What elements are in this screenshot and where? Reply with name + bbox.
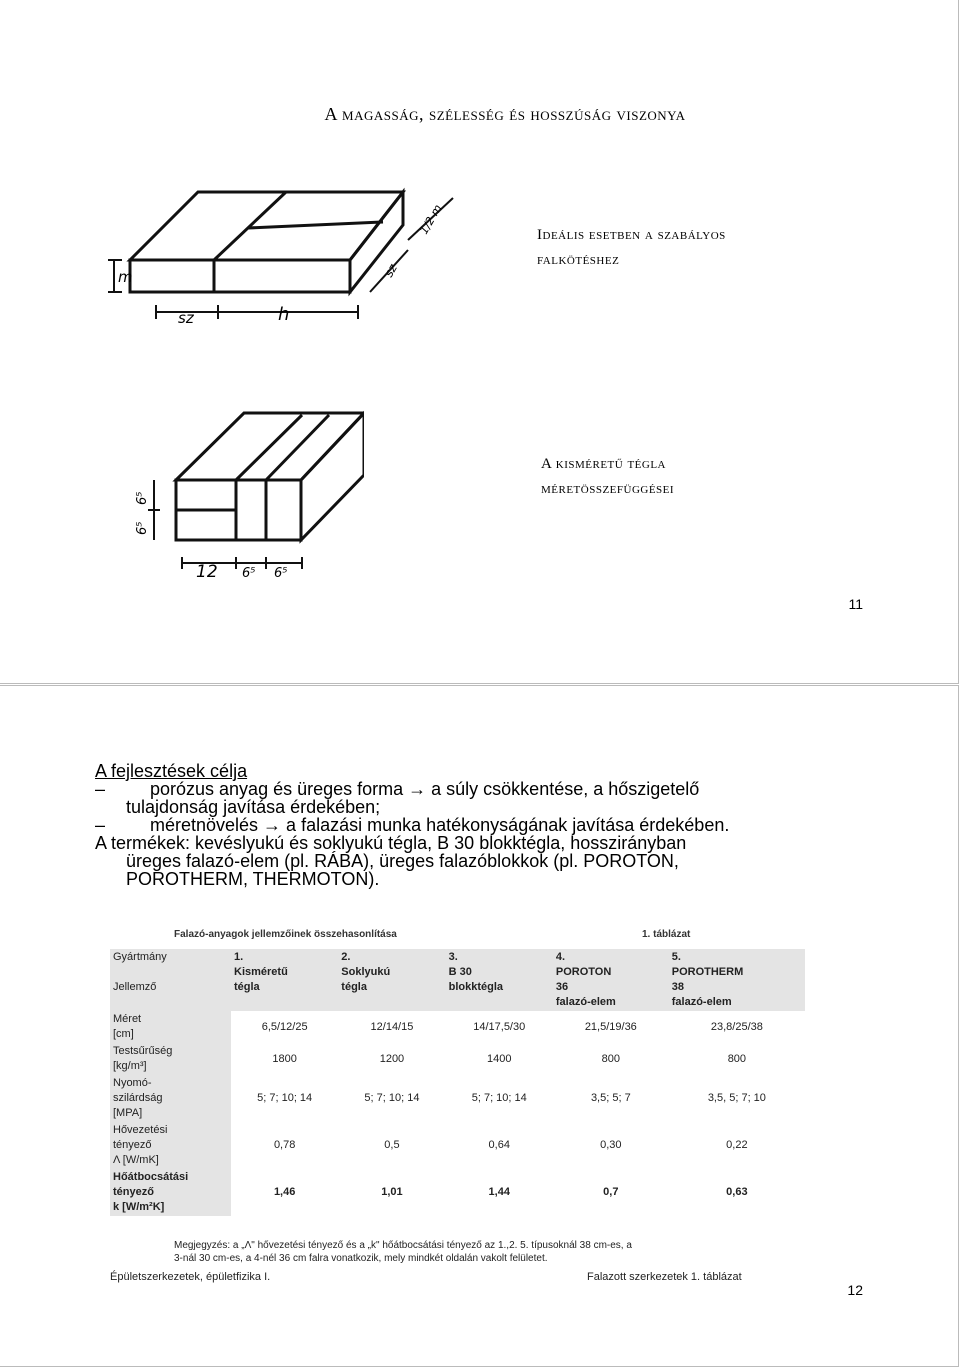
table-cell: 0,78: [273, 1139, 296, 1151]
bullet-1: – porózus anyag és üreges forma → a súly csökkentése, a hőszigetelő: [95, 779, 700, 799]
comparison-table: [110, 949, 805, 1216]
table-cell: 1200: [379, 1052, 405, 1065]
row-label: Nyomó- szilárdság [MPA]: [110, 1075, 231, 1122]
table-cell: 21,5/19/36: [584, 1020, 637, 1033]
small-brick-dimension-figure: [124, 405, 364, 595]
table-cell: 1,46: [273, 1186, 296, 1198]
table-cell: 0,63: [726, 1186, 748, 1198]
dim-label-half-m: 1/2 m: [417, 202, 445, 237]
table-column-header: 4. POROTON 36 falazó-elem: [553, 949, 669, 1011]
table-column-header: 3. B 30 blokktégla: [446, 949, 553, 1011]
dim-label-v2: 6⁵: [135, 521, 150, 535]
row-label: Hővezetési tényező Λ [W/mK]: [110, 1122, 231, 1169]
bullet-1-cont: tulajdonság javítása érdekében;: [126, 797, 381, 817]
table-note: Megjegyzés: a „Λ" hővezetési tényező és a „k" hőátbocsátási tényező az 1.,2. 5. típusoknál 38 cm-es, a 3-nál 30 cm-es, a 4-nél 36 cm falra vonatkozik, mely mindkét oldalán vakolt felületet.: [174, 1240, 632, 1264]
paragraph-line-2: üreges falazó-elem (pl. RÁBA), üreges falazóblokkok (pl. POROTON,: [126, 851, 679, 871]
paragraph-line-1: A termékek: kevéslyukú és soklyukú tégla, B 30 blokktégla, hosszirányban: [95, 833, 687, 853]
paragraph-line-3: POROTHERM, THERMOTON).: [126, 869, 380, 889]
dim-label-b: 6⁵: [274, 566, 288, 581]
table-corner-header: Gyártmány Jellemző: [110, 949, 231, 1011]
table-cell: 14/17,5/30: [473, 1020, 526, 1033]
table-cell: 23,8/25/38: [710, 1020, 763, 1033]
table-cell: 0,30: [600, 1139, 622, 1151]
slide-body-text: [95, 762, 895, 888]
table-cell: 1800: [272, 1052, 297, 1065]
table-cell: 0,7: [603, 1186, 619, 1198]
brick-bond-figure: [108, 180, 508, 330]
dim-label-sz-side: sz: [381, 261, 400, 280]
table-cell: 5; 7; 10; 14: [471, 1092, 527, 1104]
table-row: [110, 1169, 805, 1216]
table-cell: 1,01: [381, 1186, 403, 1198]
table-cell: 800: [601, 1052, 620, 1065]
table-row: [110, 1043, 805, 1075]
footer-right: Falazott szerkezetek 1. táblázat: [587, 1271, 742, 1283]
table-cell: 1,44: [488, 1186, 510, 1198]
table-cell: 12/14/15: [370, 1020, 414, 1033]
row-label: Méret [cm]: [110, 1011, 231, 1043]
table-column-header: 5. POROTHERM 38 falazó-elem: [669, 949, 805, 1011]
table-column-header: 2. Soklyukú tégla: [338, 949, 445, 1011]
page-number: 11: [848, 596, 863, 612]
table-cell: 1400: [487, 1052, 512, 1065]
table-row: [110, 1075, 805, 1122]
table-cell: 5; 7; 10; 14: [257, 1092, 313, 1104]
footer-left: Épületszerkezetek, épületfizika I.: [110, 1271, 271, 1283]
dim-label-width: 12: [196, 562, 218, 582]
slide-12: [0, 685, 959, 1367]
row-label: Hőátbocsátási tényező k [W/m²K]: [110, 1169, 231, 1216]
brick-front-face: [130, 260, 350, 292]
dim-label-h: h: [278, 304, 290, 325]
brick-side-face: [350, 192, 403, 292]
table-cell: 0,22: [726, 1139, 748, 1151]
row-label: Testsűrűség [kg/m³]: [110, 1043, 231, 1075]
slide-11: [0, 0, 959, 684]
figure-caption-1: Ideális esetben a szabályos falkötéshez: [537, 227, 726, 268]
table-cell: 3,5; 5; 7: [590, 1092, 631, 1104]
table-cell: 0,5: [384, 1139, 400, 1151]
table-cell: 6,5/12/25: [261, 1020, 308, 1033]
table-row: [110, 1122, 805, 1169]
dim-label-v1: 6⁵: [135, 491, 150, 505]
figure-caption-2: A kisméretű tégla méretösszefüggései: [541, 456, 675, 497]
table-title: Falazó-anyagok jellemzőinek összehasonlítása: [174, 929, 397, 940]
table-number: 1. táblázat: [642, 929, 691, 940]
dim-label-m: m: [118, 268, 133, 286]
dim-label-sz: sz: [178, 309, 194, 327]
table-cell: 0,64: [488, 1139, 510, 1151]
section-heading: A fejlesztések célja: [95, 761, 248, 781]
slide-title: A magasság, szélesség és hosszúság viszonya: [324, 104, 686, 124]
bullet-2: – méretnövelés → a falazási munka hatékonyságának javítása érdekében.: [95, 815, 730, 835]
table-cell: 5; 7; 10; 14: [364, 1092, 420, 1104]
table-cell: 3,5, 5; 7; 10: [707, 1092, 766, 1104]
table-cell: 800: [727, 1052, 747, 1065]
table-column-header: 1. Kisméretű tégla: [231, 949, 338, 1011]
page-number: 12: [847, 1282, 863, 1298]
dim-label-a: 6⁵: [242, 566, 256, 581]
table-row: [110, 1011, 805, 1043]
